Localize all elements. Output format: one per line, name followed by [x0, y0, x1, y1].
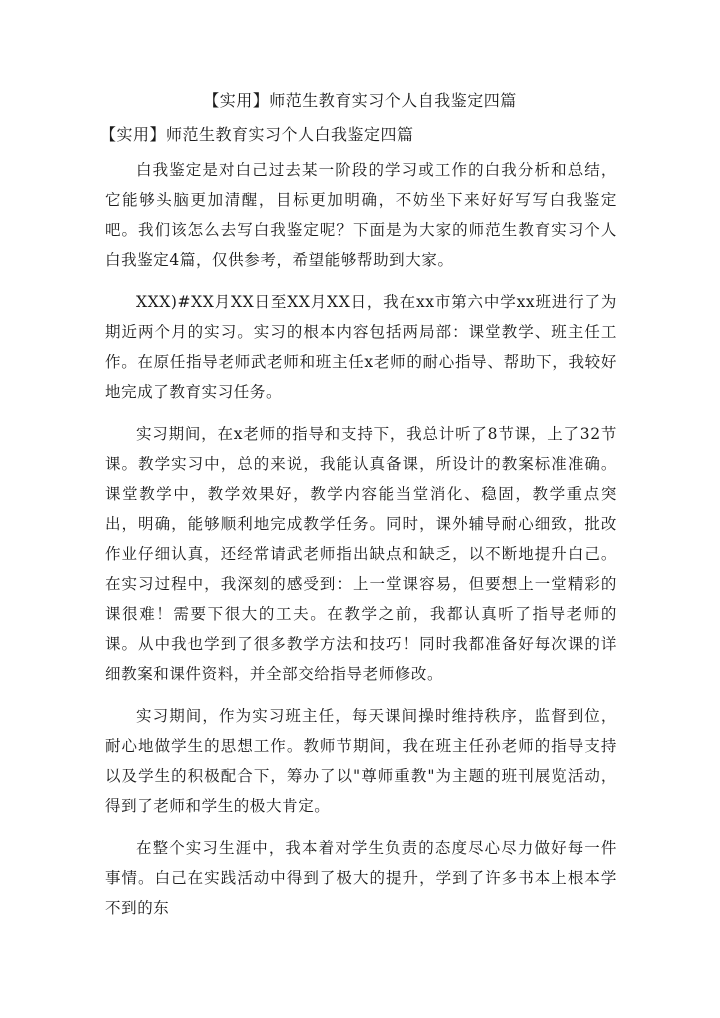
document-body: [105, 155, 617, 935]
paragraph-summary: 在整个实习生涯中，我本着对学生负责的态度尽心尽力做好每一件事情。白己在实践活动中得到了极大的提升，学到了许多书本上根本学不到的东: [105, 839, 617, 917]
paragraph-class-teacher: 实习期间，作为实习班主任，每天课间操时维持秩序，监督到位，耐心地做学生的思想工作。教师节期间，我在班主任孙老师的指导支持以及学生的积极配合下，筹办了以"尊师重教"为主题的班刊展览活动，得到了老师和学生的极大肯定。: [105, 707, 617, 815]
paragraph-intro: 白我鉴定是对白己过去某一阶段的学习或工作的白我分析和总结，它能够头脑更加清醒，目标更加明确，不妨坐下来好好写写白我鉴定吧。我们该怎么去写白我鉴定呢？下面是为大家的师范生教育实习个人白我鉴定4篇，仅供参考，希望能够帮助到大家。: [105, 161, 617, 269]
document-subtitle: 【实用】师范生教育实习个人白我鉴定四篇: [100, 125, 414, 144]
paragraph-teaching: 实习期间，在x老师的指导和支持下，我总计听了8节课，上了32节课。教学实习中，总的来说，我能认真备课，所设计的教案标准准确。课堂教学中，教学效果好，教学内容能当堂消化、稳固，教学重点突出，明确，能够顺利地完成教学任务。同时，课外辅导耐心细致，批改作业仔细认真，还经常请武老师指出缺点和缺乏，以不断地提升白己。在实习过程中，我深刻的感受到：上一堂课容易，但要想上一堂精彩的课很难！需要下很大的工夫。在教学之前，我都认真听了指导老师的课。从中我也学到了很多教学方法和技巧！同时我都准备好每次课的详细教案和课件资料，并全部交给指导老师修改。: [105, 425, 617, 683]
document-title: 【实用】师范生教育实习个人自我鉴定四篇: [203, 91, 517, 110]
paragraph-overview: XXX)#XX月XX日至XX月XX日，我在xx市第六中学xx班进行了为期近两个月的实习。实习的根本内容包括两局部：课堂教学、班主任工作。在原任指导老师武老师和班主任x老师的耐心指导、帮助下，我较好地完成了教育实习任务。: [105, 293, 617, 401]
